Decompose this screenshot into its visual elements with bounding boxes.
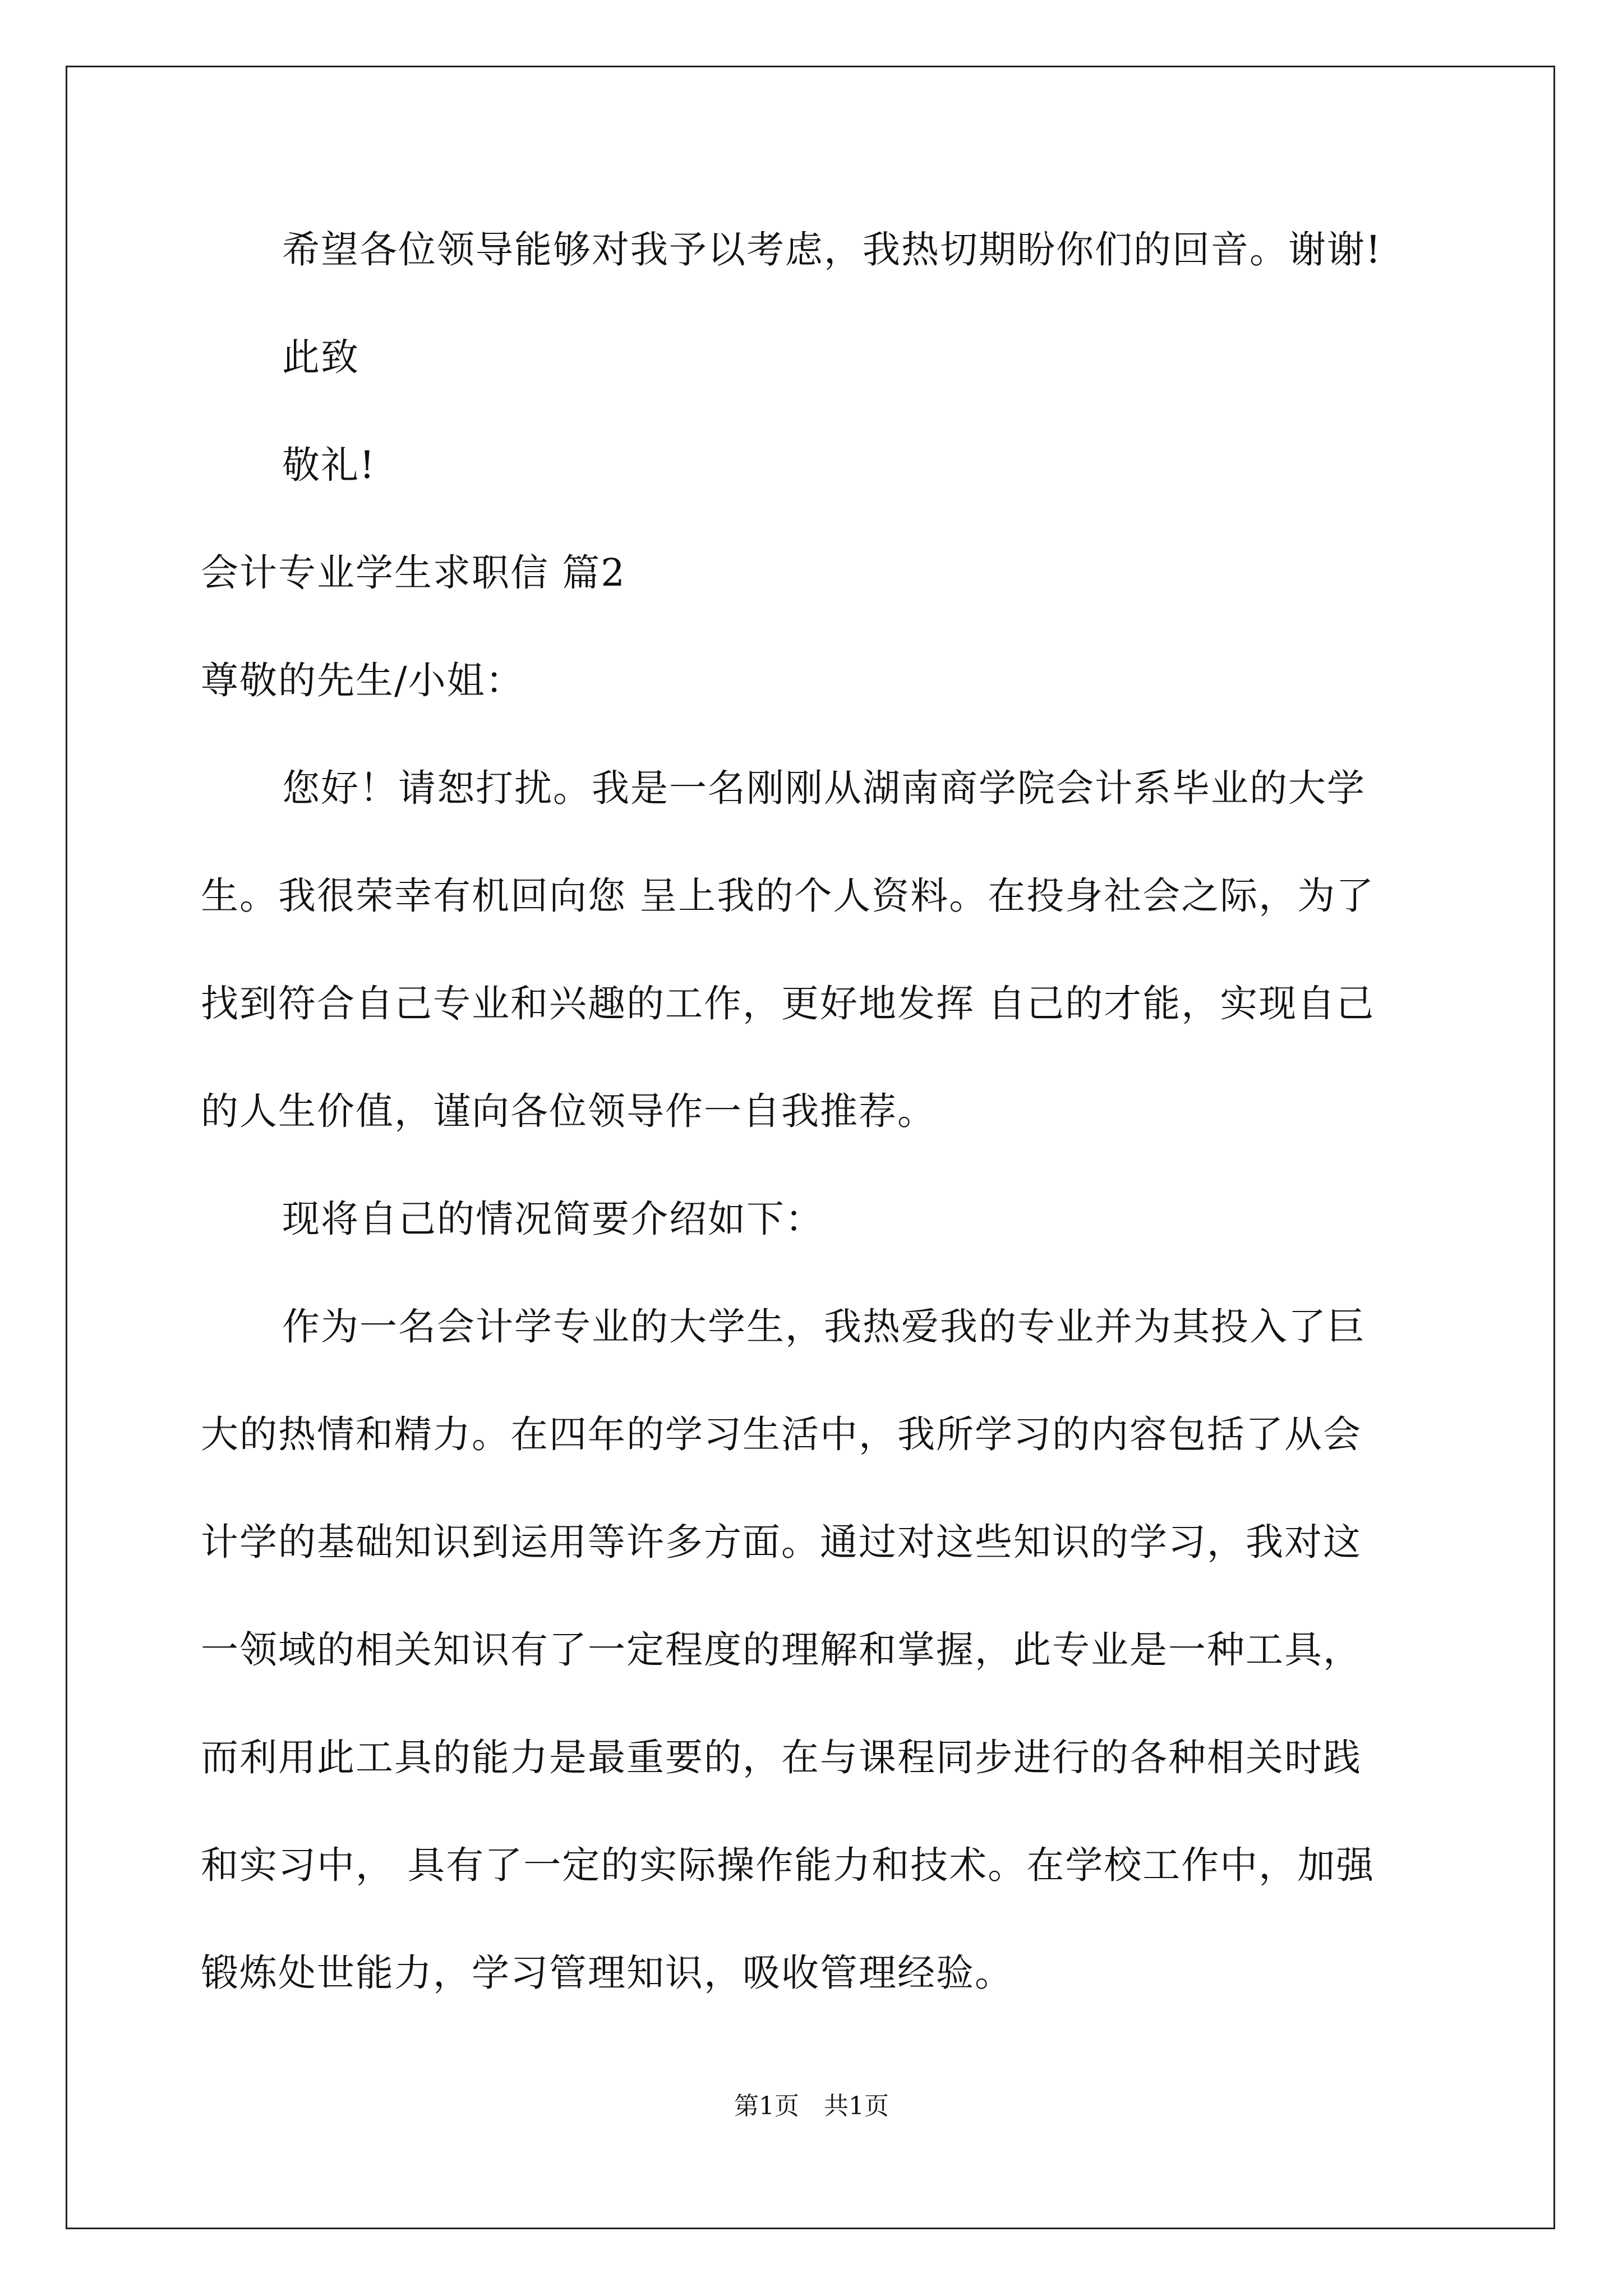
salutation-closing: 此致 [282, 335, 359, 379]
page-border [66, 66, 1555, 2229]
body-line: 计学的基础知识到运用等许多方面。通过对这些知识的学习，我对这 [201, 1520, 1362, 1564]
section-heading: 会计专业学生求职信 篇2 [201, 551, 626, 595]
body-line: 的人生价值，谨向各位领导作一自我推荐。 [201, 1089, 936, 1133]
body-line: 现将自己的情况简要介绍如下： [282, 1197, 824, 1241]
body-line: 锻炼处世能力，学习管理知识，吸收管理经验。 [201, 1951, 1013, 1995]
body-line: 生。我很荣幸有机回向您 呈上我的个人资料。在投身社会之际，为了 [201, 874, 1375, 918]
body-line: 您好！请恕打扰。我是一名刚刚从湖南商学院会计系毕业的大学 [282, 766, 1366, 810]
body-line: 作为一名会计学专业的大学生，我热爱我的专业并为其投入了巨 [282, 1305, 1366, 1349]
body-line: 大的热情和精力。在四年的学习生活中，我所学习的内容包括了从会 [201, 1412, 1362, 1456]
body-line: 而利用此工具的能力是最重要的，在与课程同步进行的各种相关时践 [201, 1736, 1362, 1779]
regards-line: 敬礼! [282, 443, 376, 487]
body-line: 一领域的相关知识有了一定程度的理解和掌握，此专业是一种工具， [201, 1628, 1362, 1672]
body-line: 和实习中， 具有了一定的实际操作能力和技术。在学校工作中，加强 [201, 1843, 1375, 1887]
greeting-line: 尊敬的先生/小姐： [201, 659, 524, 702]
page-footer: 第1页 共1页 [734, 2092, 889, 2120]
body-line: 找到符合自己专业和兴趣的工作，更好地发挥 自己的才能，实现自己 [201, 982, 1375, 1025]
closing-paragraph: 希望各位领导能够对我予以考虑，我热切期盼你们的回音。谢谢! [282, 228, 1382, 272]
